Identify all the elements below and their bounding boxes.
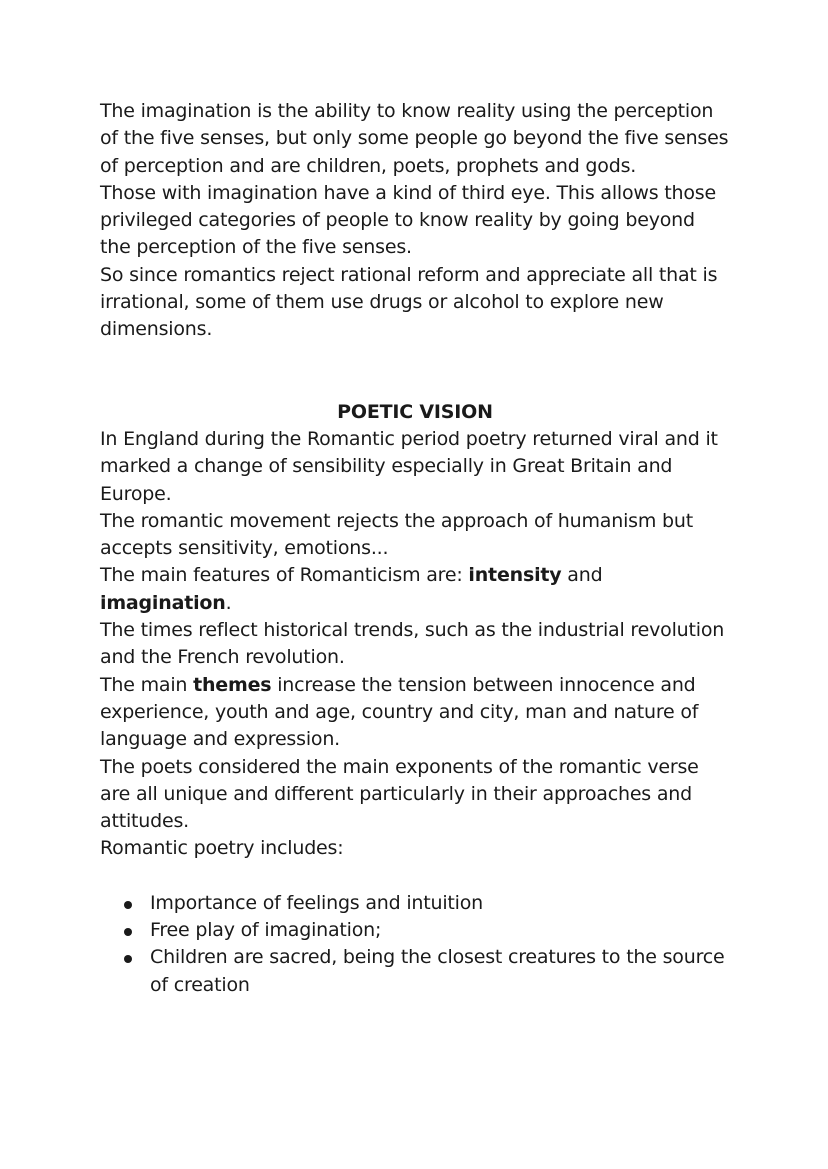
paragraph-historical-trends: The times reflect historical trends, such as the industrial revolution and the French revolution. — [100, 619, 725, 669]
list-item — [150, 890, 730, 917]
themes-prefix: The main — [100, 673, 194, 696]
document-page — [100, 98, 730, 999]
features-suffix: . — [225, 591, 232, 614]
paragraph-england: In England during the Romantic period poetry returned viral and it marked a change of sensibility especially in Great Britain and Europe. — [100, 427, 718, 505]
features-imagination: imagination — [100, 591, 226, 614]
themes-suffix: increase the tension between innocence and experience, youth and age, country and city, man and nature of language and expression. — [100, 673, 699, 751]
paragraph-includes: Romantic poetry includes: — [100, 837, 344, 860]
section-heading: POETIC VISION — [337, 400, 493, 423]
romantic-poetry-list — [100, 890, 730, 999]
list-item-text: Children are sacred, being the closest creatures to the source of creation — [150, 946, 725, 996]
bullet-icon — [124, 901, 132, 909]
list-item — [150, 944, 730, 999]
paragraph-features — [100, 562, 730, 617]
features-middle: and — [561, 564, 603, 587]
intro-paragraph-imagination: The imagination is the ability to know reality using the perception of the five senses, but only some people go beyond the five senses of perception and are children, poets, prophets and gods. — [100, 100, 729, 177]
features-intensity: intensity — [468, 564, 562, 587]
bullet-icon — [124, 955, 132, 963]
list-item-text: Importance of feelings and intuition — [150, 891, 484, 914]
paragraph-humanism: The romantic movement rejects the approach of humanism but accepts sensitivity, emotions... — [100, 509, 693, 560]
intro-paragraph-third-eye: Those with imagination have a kind of third eye. This allows those privileged categories of people to know reality by going beyond the perception of the five senses. — [100, 181, 716, 259]
intro-paragraph-romantics: So since romantics reject rational reform and appreciate all that is irrational, some of them use drugs or alcohol to explore new dimensions. — [100, 263, 718, 341]
list-item-text: Free play of imagination; — [150, 919, 382, 942]
themes-bold: themes — [193, 673, 272, 696]
section-spacer — [100, 344, 730, 399]
features-prefix: The main features of Romanticism are: — [100, 564, 469, 587]
bullet-icon — [124, 928, 132, 936]
list-item — [150, 917, 730, 944]
paragraph-poets: The poets considered the main exponents of the romantic verse are all unique and different particularly in their approaches and attitudes. — [100, 755, 699, 833]
paragraph-themes — [100, 672, 730, 754]
